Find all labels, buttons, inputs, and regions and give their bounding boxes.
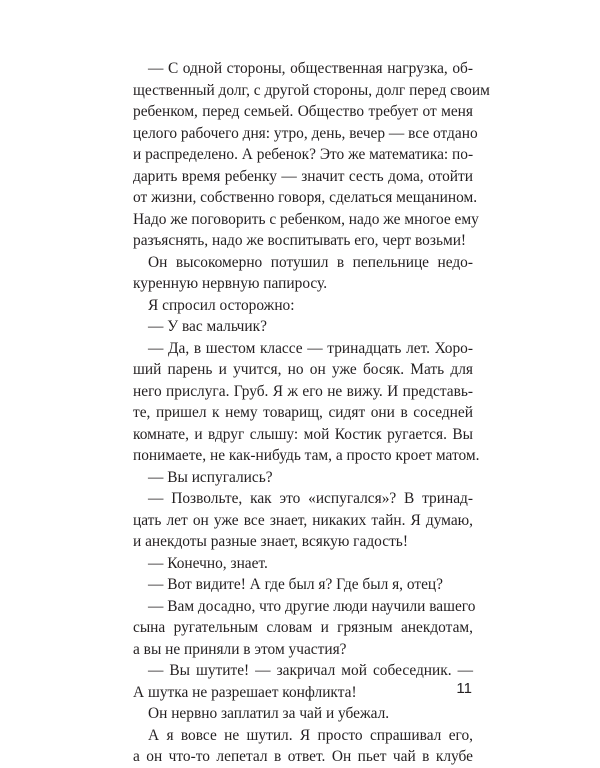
text-line: те, пришел к нему товарищ, сидят они в соседней bbox=[133, 404, 473, 421]
text-line: понимаете, не как-нибудь там, а просто кроет матом. bbox=[133, 447, 480, 464]
text-line: целого рабочего дня: утро, день, вечер — все отдано bbox=[133, 124, 478, 142]
text-line: дарить время ребенку — значит сесть дома, отойти bbox=[133, 167, 473, 185]
text-line: А я вовсе не шутил. Я просто спрашивал его, bbox=[148, 726, 473, 744]
page-number: 11 bbox=[456, 680, 472, 697]
text-line: — Вы шутите! — закричал мой собеседник. — bbox=[148, 662, 473, 679]
text-line: ший парень и учится, но он уже босяк. Мать для bbox=[133, 361, 473, 378]
text-line: — Конечно, знает. bbox=[148, 554, 268, 572]
text-line: куренную нервную папиросу. bbox=[133, 275, 328, 292]
text-line: — С одной стороны, общественная нагрузка, об- bbox=[148, 60, 473, 77]
text-line: и распределено. А ребенок? Это же математика: по- bbox=[133, 146, 474, 163]
text-line: щественный долг, с другой стороны, долг перед своим bbox=[133, 81, 490, 99]
text-line: него прислуга. Груб. Я ж его не вижу. И представь- bbox=[133, 382, 473, 400]
text-line: цать лет он уже все знает, никаких тайн. Я думаю, bbox=[133, 511, 473, 529]
text-line: а вы не приняли в этом участия? bbox=[133, 640, 347, 658]
text-line: — Вы испугались? bbox=[148, 468, 273, 486]
text-line: А шутка не разрешает конфликта! bbox=[133, 683, 357, 701]
text-line: Я спросил осторожно: bbox=[148, 296, 295, 314]
text-line: Он нервно заплатил за чай и убежал. bbox=[148, 705, 390, 722]
text-line: — Вот видите! А где был я? Где был я, отец? bbox=[148, 576, 443, 593]
text-line: ребенком, перед семьей. Общество требует от меня bbox=[133, 103, 473, 120]
text-line: — Вам досадно, что другие люди научили вашего bbox=[148, 597, 476, 615]
text-line: — Да, в шестом классе — тринадцать лет. Хоро- bbox=[148, 339, 473, 357]
text-line: разъяснять, надо же воспитывать его, черт возьми! bbox=[133, 232, 467, 249]
text-line: Он высокомерно потушил в пепельнице недо- bbox=[148, 253, 473, 271]
text-line: от жизни, собственно говоря, сделаться мещанином. bbox=[133, 189, 478, 206]
page-body-text bbox=[133, 58, 490, 768]
text-line: Надо же поговорить с ребенком, надо же многое ему bbox=[133, 210, 479, 228]
text-line: — У вас мальчик? bbox=[148, 318, 267, 335]
text-line: а он что-то лепетал в ответ. Он пьет чай в клубе bbox=[133, 748, 473, 765]
text-line: и анекдоты разные знает, всякую гадость! bbox=[133, 533, 408, 550]
text-line: — Позвольте, как это «испугался»? В тринад- bbox=[148, 490, 473, 507]
text-line: комнате, и вдруг слышу: мой Костик ругается. Вы bbox=[133, 425, 473, 443]
text-line: сына ругательным словам и грязным анекдотам, bbox=[133, 619, 473, 636]
